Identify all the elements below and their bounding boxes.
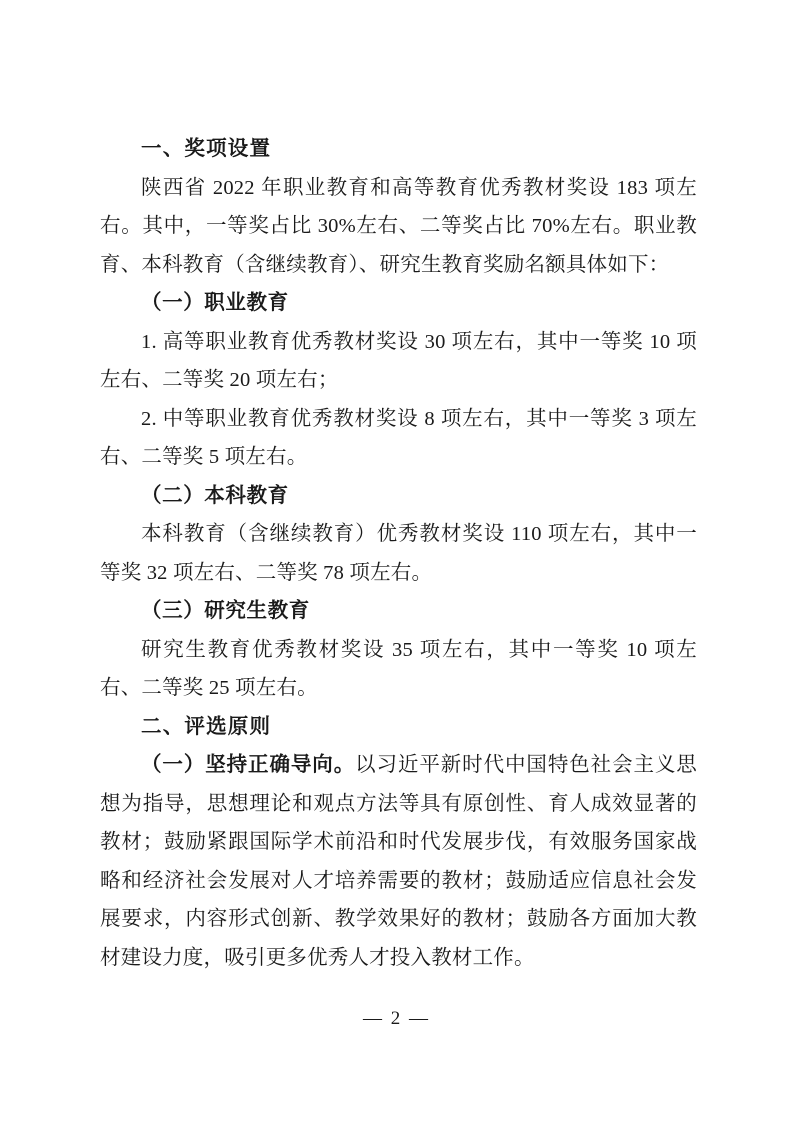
paragraph-secondary-vocational: 2. 中等职业教育优秀教材奖设 8 项左右，其中一等奖 3 项左右、二等奖 5 项左右。	[100, 407, 697, 468]
section-heading-2: 二、评选原则	[141, 715, 272, 738]
principle-body-text: 以习近平新时代中国特色社会主义思想为指导，思想理论和观点方法等具有原创性、育人成效显著的教材；鼓励紧跟国际学术前沿和时代发展步伐，有效服务国家战略和经济社会发展对人才培养需要的教材；鼓励适应信息社会发展要求，内容形式创新、教学效果好的教材；鼓励各方面加大教材建设力度，吸引更多优秀人才投入教材工作。	[100, 754, 698, 969]
principle-lead-label: （一）坚持正确导向。	[141, 754, 356, 776]
document-body	[100, 130, 697, 977]
paragraph-undergraduate: 本科教育（含继续教育）优秀教材奖设 110 项左右，其中一等奖 32 项左右、二等奖 78 项左右。	[100, 523, 697, 584]
paragraph-awards-overview: 陕西省 2022 年职业教育和高等教育优秀教材奖设 183 项左右。其中，一等奖占比 30%左右、二等奖占比 70%左右。职业教育、本科教育（含继续教育）、研究生教育奖励名额具体如下：	[100, 176, 697, 276]
subsection-heading-graduate: （三）研究生教育	[141, 600, 310, 622]
section-heading-1: 一、奖项设置	[141, 138, 272, 160]
paragraph-graduate: 研究生教育优秀教材奖设 35 项左右，其中一等奖 10 项左右、二等奖 25 项左右。	[100, 638, 697, 699]
paragraph-higher-vocational: 1. 高等职业教育优秀教材奖设 30 项左右，其中一等奖 10 项左右、二等奖 20 项左右；	[100, 330, 697, 391]
page-number: — 2 —	[363, 1008, 430, 1029]
subsection-heading-undergraduate: （二）本科教育	[141, 484, 289, 507]
paragraph-principle-orientation	[100, 746, 697, 977]
subsection-heading-vocational: （一）职业教育	[141, 292, 289, 314]
